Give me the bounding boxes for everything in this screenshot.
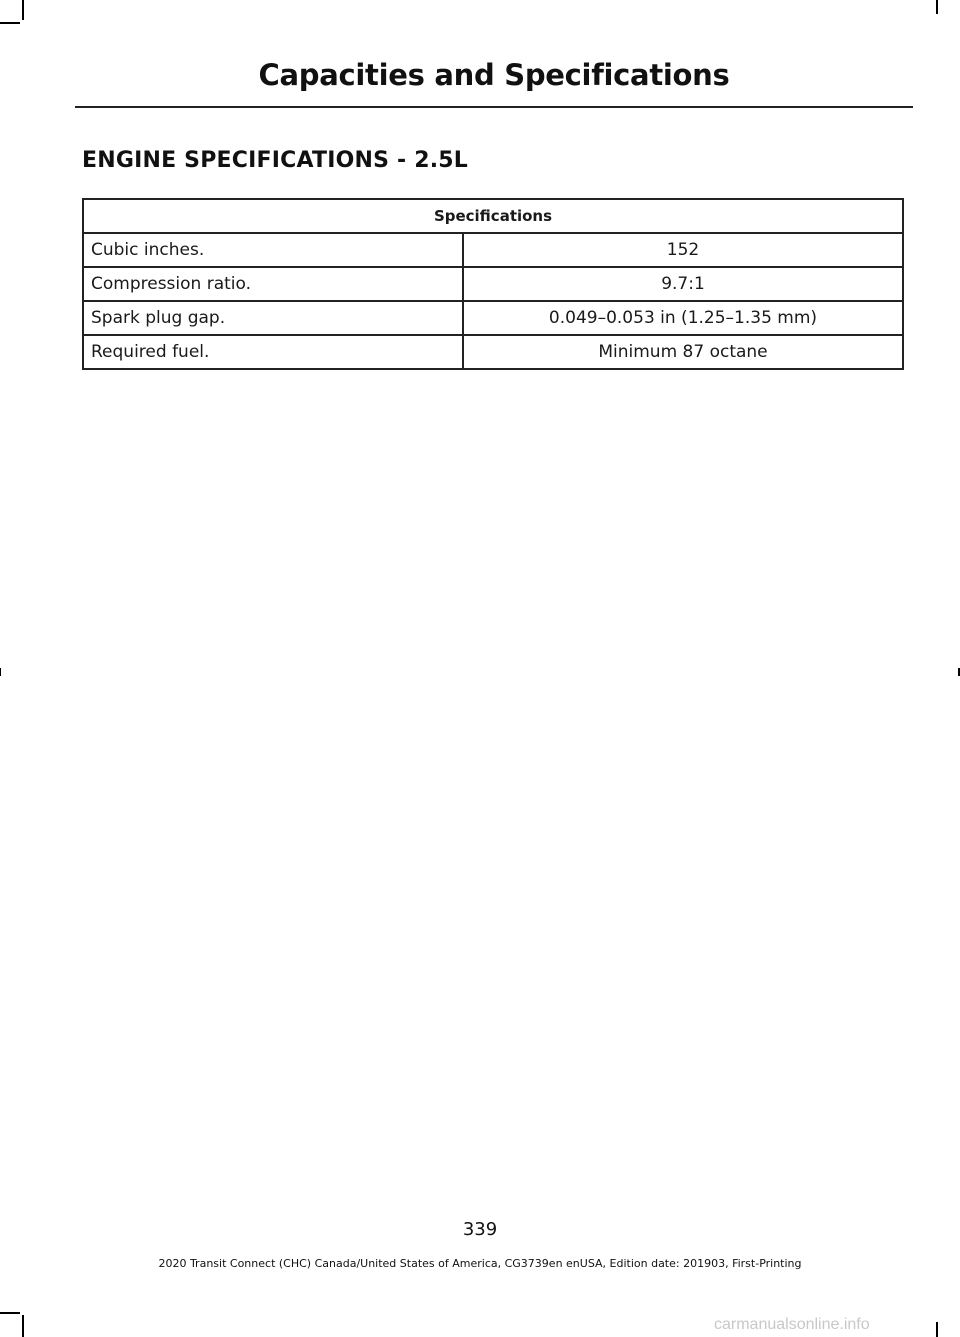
page-number: 339 bbox=[462, 1219, 498, 1240]
header-divider bbox=[75, 106, 913, 108]
crop-mark bbox=[0, 1312, 20, 1314]
chapter-title: Capacities and Specifications bbox=[258, 58, 730, 92]
table-row bbox=[83, 233, 903, 267]
crop-mark bbox=[22, 0, 24, 20]
row-label: Required fuel. bbox=[83, 335, 463, 369]
row-label: Cubic inches. bbox=[83, 233, 463, 267]
section-heading: ENGINE SPECIFICATIONS - 2.5L bbox=[82, 148, 468, 173]
row-label: Compression ratio. bbox=[83, 267, 463, 301]
crop-mark bbox=[0, 668, 1, 676]
row-value: 152 bbox=[463, 233, 903, 267]
table-header-row bbox=[83, 199, 903, 233]
table-row bbox=[83, 335, 903, 369]
table-row bbox=[83, 301, 903, 335]
edition-footer: 2020 Transit Connect (CHC) Canada/United States of America, CG3739en enUSA, Edition date: 201903, First-Printing bbox=[158, 1257, 802, 1270]
row-label: Spark plug gap. bbox=[83, 301, 463, 335]
watermark: carmanualsonline.info bbox=[714, 1316, 870, 1333]
crop-mark bbox=[22, 1315, 24, 1337]
table-row bbox=[83, 267, 903, 301]
crop-mark bbox=[936, 0, 938, 14]
table-header: Specifications bbox=[83, 199, 903, 233]
crop-mark bbox=[936, 1322, 938, 1337]
row-value: Minimum 87 octane bbox=[463, 335, 903, 369]
specifications-table bbox=[82, 198, 904, 370]
row-value: 9.7:1 bbox=[463, 267, 903, 301]
crop-mark bbox=[0, 22, 20, 24]
row-value: 0.049–0.053 in (1.25–1.35 mm) bbox=[463, 301, 903, 335]
